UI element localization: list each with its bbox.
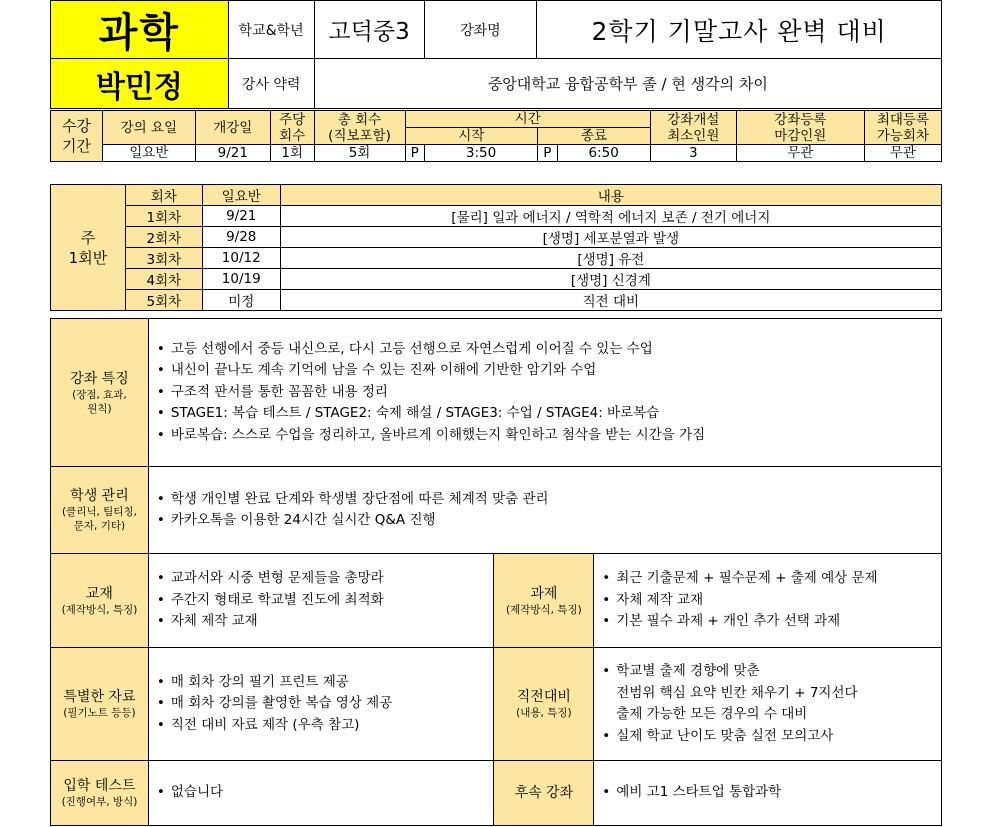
list-item: • 바로복습: 스스로 수업을 정리하고, 올바르게 이해했는지 확인하고 첨삭을 받는 시간을 가짐: [157, 425, 941, 447]
entrance-label: 입학 테스트 (진행여부, 방식): [51, 761, 149, 826]
table-row: [51, 227, 942, 248]
max-session-header: 최대등록 가능회차: [864, 111, 941, 145]
start-date-value: 9/21: [195, 145, 270, 162]
session-num: 5회차: [125, 290, 202, 311]
end-time-value: 6:50: [557, 145, 650, 162]
group-label: 주 1회반: [51, 185, 126, 311]
list-item: • 예비 고1 스타트업 통합과학: [602, 782, 941, 804]
min-header: 강좌개설 최소인원: [650, 111, 736, 145]
table-row: [51, 248, 942, 269]
session-num: 1회차: [125, 206, 202, 227]
time-header: 시간: [405, 111, 650, 128]
session-num: 3회차: [125, 248, 202, 269]
start-ampm: P: [405, 145, 424, 162]
start-time-header: 시작: [405, 128, 538, 145]
list-item-continued: 전범위 핵심 요약 빈칸 채우기 + 7지선다: [616, 684, 858, 701]
list-item: • 기본 필수 과제 + 개인 추가 선택 과제: [602, 611, 941, 633]
table-row: [51, 269, 942, 290]
list-item: • 매 회차 강의 필기 프린트 제공: [157, 672, 494, 694]
textbook-label: 교재 (제작방식, 특징): [51, 554, 149, 648]
max-session-value: 무관: [864, 145, 941, 162]
session-date-header: 일요반: [202, 185, 280, 206]
start-time-value: 3:50: [424, 145, 537, 162]
course-title: 2학기 기말고사 완벽 대비: [537, 1, 942, 59]
session-content: [물리] 일과 에너지 / 역학적 에너지 보존 / 전기 에너지: [280, 206, 941, 227]
list-item: • 카카오톡을 이용한 24시간 실시간 Q&A 진행: [157, 510, 941, 532]
school-label: 학교&학년: [228, 1, 314, 59]
features-label: 강좌 특징 (장점, 효과, 원칙): [51, 319, 149, 467]
followup-content: [594, 761, 942, 826]
total-header: 총 회수 (직보포함): [314, 111, 405, 145]
session-date: 9/28: [202, 227, 280, 248]
list-item: • 구조적 판서를 통한 꼼꼼한 내용 정리: [157, 382, 941, 404]
total-value: 5회: [314, 145, 405, 162]
session-date: 10/12: [202, 248, 280, 269]
deadline-header: 강좌등록 마감인원: [736, 111, 864, 145]
course-label: 강좌명: [424, 1, 537, 59]
table-row: [51, 290, 942, 311]
bio-label: 강사 약력: [228, 59, 314, 109]
deadline-value: 무관: [736, 145, 864, 162]
schedule-table: [50, 110, 942, 162]
table-row: [51, 206, 942, 227]
session-date: 9/21: [202, 206, 280, 227]
end-time-header: 종료: [538, 128, 651, 145]
list-item: • 없습니다: [157, 782, 494, 804]
session-content: [생명] 유전: [280, 248, 941, 269]
entrance-content: [148, 761, 494, 826]
list-item: • 교과서와 시중 변형 문제들을 총망라: [157, 568, 494, 590]
list-item: • 매 회차 강의를 촬영한 복습 영상 제공: [157, 693, 494, 715]
min-value: 3: [650, 145, 736, 162]
prep-label: 직전대비 (내용, 특징): [494, 648, 594, 761]
session-content: 직전 대비: [280, 290, 941, 311]
list-item: • 자체 제작 교재: [157, 611, 494, 633]
list-item: • 최근 기출문제 + 필수문제 + 출제 예상 문제: [602, 568, 941, 590]
weekly-header: 주당 회수: [270, 111, 314, 145]
session-date: 10/19: [202, 269, 280, 290]
day-header: 강의 요일: [102, 111, 195, 145]
session-num-header: 회차: [125, 185, 202, 206]
management-label: 학생 관리 (클리닉, 팀티칭, 문자, 기타): [51, 467, 149, 554]
list-item: • 직전 대비 자료 제작 (우측 참고): [157, 715, 494, 737]
session-content: [생명] 신경계: [280, 269, 941, 290]
list-item: • 학생 개인별 완료 단계와 학생별 장단점에 따른 체계적 맞춤 관리: [157, 489, 941, 511]
details-table: [50, 318, 942, 826]
list-item: • 자체 제작 교재: [602, 590, 941, 612]
list-item: • 내신이 끝나도 계속 기억에 남을 수 있는 진짜 이해에 기반한 암기와 수업: [157, 360, 941, 382]
end-ampm: P: [538, 145, 557, 162]
special-label: 특별한 자료 (필기노트 등등): [51, 648, 149, 761]
list-item: • 주간지 형태로 학교별 진도에 최적화: [157, 590, 494, 612]
textbook-content: [148, 554, 494, 648]
start-date-header: 개강일: [195, 111, 270, 145]
session-num: 4회차: [125, 269, 202, 290]
sessions-table: [50, 184, 942, 311]
list-item: • 실제 학교 난이도 맞춤 실전 모의고사: [602, 726, 941, 748]
school-value: 고덕중3: [314, 1, 424, 59]
header-table: [50, 0, 942, 109]
list-item: • STAGE1: 복습 테스트 / STAGE2: 숙제 해설 / STAGE3: 수업 / STAGE4: 바로복습: [157, 403, 941, 425]
prep-content: [594, 648, 942, 761]
session-num: 2회차: [125, 227, 202, 248]
day-value: 일요반: [102, 145, 195, 162]
list-item: • 고등 선행에서 중등 내신으로, 다시 고등 선행으로 자연스럽게 이어질 수 있는 수업: [157, 339, 941, 361]
session-content: [생명] 세포분열과 발생: [280, 227, 941, 248]
period-label: 수강 기간: [51, 111, 103, 162]
followup-label: 후속 강좌: [494, 761, 594, 826]
list-item: • 학교별 출제 경향에 맞춘: [602, 661, 941, 683]
homework-label: 과제 (제작방식, 특징): [494, 554, 594, 648]
features-content: [148, 319, 941, 467]
weekly-value: 1회: [270, 145, 314, 162]
teacher-name: 박민정: [51, 59, 229, 109]
list-item-continued: 출제 가능한 모든 경우의 수 대비: [616, 706, 808, 722]
special-content: [148, 648, 494, 761]
session-content-header: 내용: [280, 185, 941, 206]
homework-content: [594, 554, 942, 648]
subject-title: 과학: [51, 1, 229, 59]
management-content: [148, 467, 941, 554]
bio-value: 중앙대학교 융합공학부 졸 / 현 생각의 차이: [314, 59, 941, 109]
session-date: 미정: [202, 290, 280, 311]
